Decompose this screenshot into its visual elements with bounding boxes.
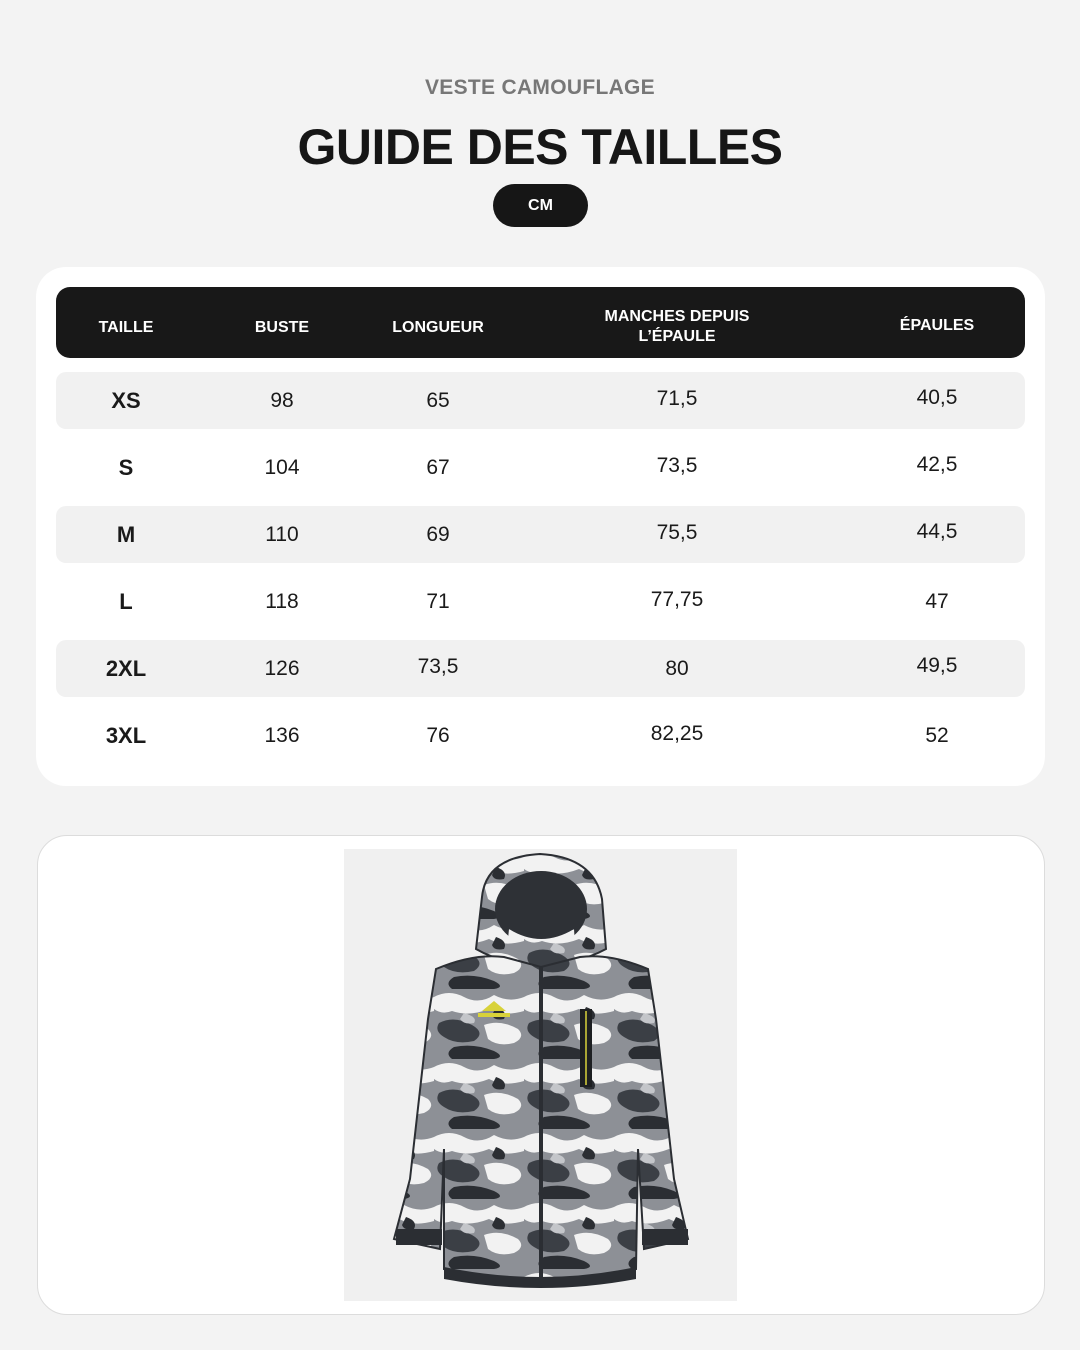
table-row <box>56 707 1025 764</box>
cell-size: 2XL <box>105 656 147 681</box>
table-row <box>56 573 1025 630</box>
cell-shoulder: 47 <box>925 590 949 613</box>
column-header-bust: BUSTE <box>254 318 310 336</box>
column-header-size: TAILLE <box>98 318 154 336</box>
cell-shoulder: 42,5 <box>916 453 958 476</box>
table-row <box>56 506 1025 563</box>
cell-size: L <box>119 589 133 614</box>
cell-shoulder: 44,5 <box>916 520 958 543</box>
table-header <box>56 287 1025 358</box>
cell-bust: 126 <box>264 657 300 680</box>
product-subtitle: VESTE CAMOUFLAGE <box>425 76 655 99</box>
column-header-sleeve-line1: MANCHES DEPUIS <box>604 307 750 325</box>
cell-bust: 98 <box>270 389 294 412</box>
cell-bust: 118 <box>265 590 299 613</box>
cell-size: 3XL <box>105 723 147 748</box>
cell-length: 71 <box>426 590 450 613</box>
cell-sleeve: 75,5 <box>656 521 698 544</box>
cell-bust: 110 <box>265 523 299 546</box>
table-row <box>56 439 1025 496</box>
page-title: GUIDE DES TAILLES <box>297 119 783 175</box>
cell-sleeve: 80 <box>665 657 689 680</box>
cell-sleeve: 71,5 <box>656 387 698 410</box>
cell-bust: 104 <box>264 456 300 479</box>
cell-shoulder: 52 <box>925 724 949 747</box>
cell-length: 65 <box>426 389 450 412</box>
cell-shoulder: 40,5 <box>916 386 958 409</box>
column-header-sleeve-line2: L’ÉPAULE <box>638 327 716 345</box>
product-image-card <box>37 835 1045 1315</box>
cell-sleeve: 73,5 <box>656 454 698 477</box>
cell-length: 67 <box>426 456 450 479</box>
cell-length: 69 <box>426 523 450 546</box>
size-table-card <box>36 267 1045 786</box>
camouflage-jacket-illustration <box>344 849 737 1301</box>
cell-size: M <box>116 522 136 547</box>
column-header-shoulder: ÉPAULES <box>899 316 975 334</box>
cell-sleeve: 82,25 <box>650 722 704 745</box>
cell-length: 73,5 <box>417 655 459 678</box>
product-photo <box>344 849 737 1301</box>
cell-bust: 136 <box>264 724 300 747</box>
cell-shoulder: 49,5 <box>916 654 958 677</box>
column-header-sleeve <box>567 287 787 358</box>
table-row <box>56 372 1025 429</box>
cell-size: XS <box>111 388 141 413</box>
cell-size: S <box>118 455 134 480</box>
unit-badge: CM <box>493 184 588 227</box>
table-row <box>56 640 1025 697</box>
column-header-length: LONGUEUR <box>392 318 484 336</box>
cell-sleeve: 77,75 <box>650 588 704 611</box>
cell-length: 76 <box>426 724 450 747</box>
